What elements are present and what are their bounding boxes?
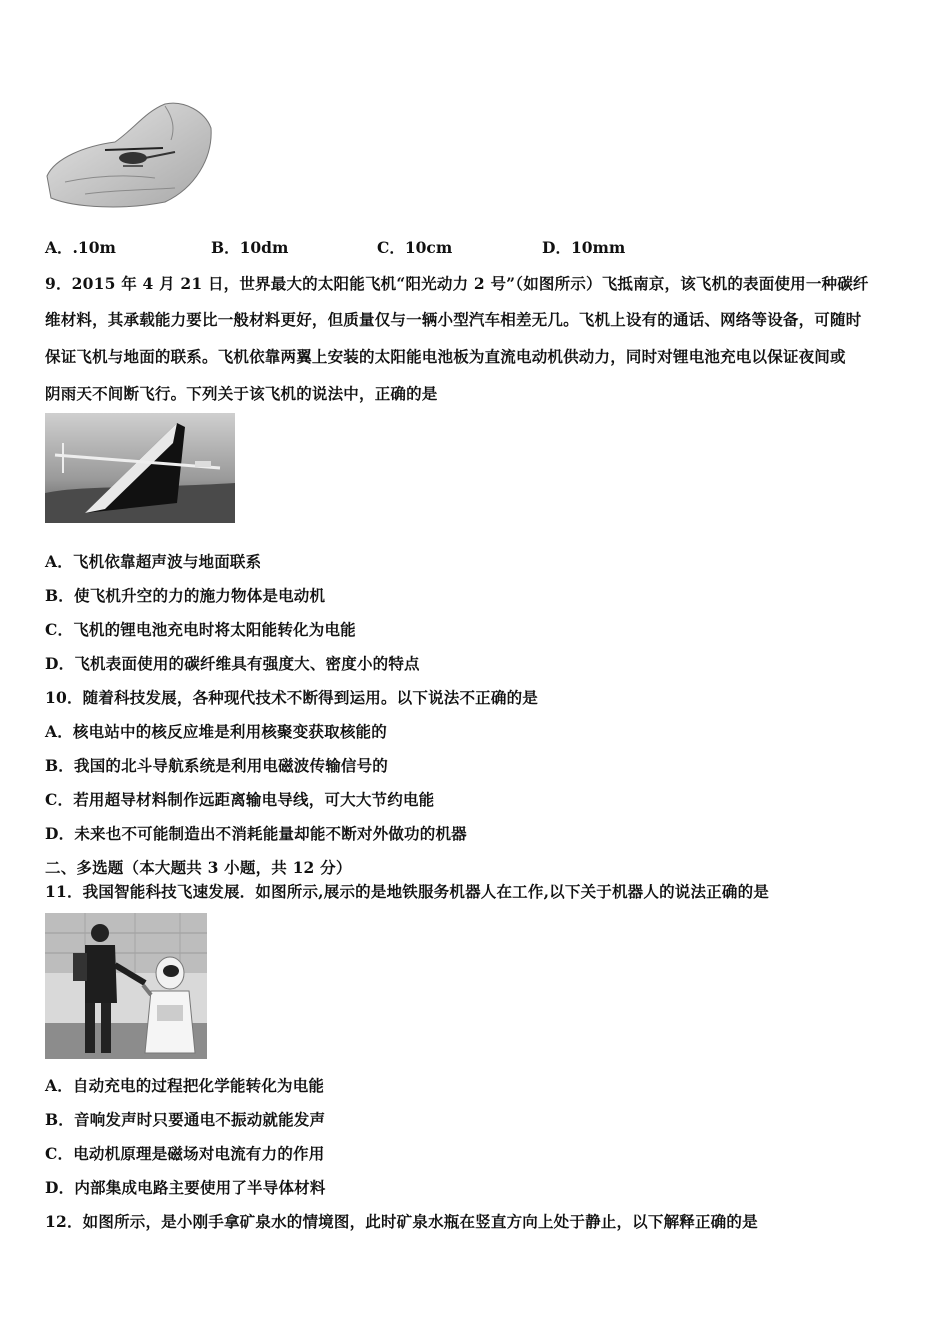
solar-plane-figure [45,413,235,523]
q10-option-d: D．未来也不可能制造出不消耗能量却能不断对外做功的机器 [45,824,467,843]
q11-option-c: C．电动机原理是磁场对电流有力的作用 [45,1144,325,1163]
q8-option-a: A．.10m [45,238,116,257]
q10-option-a: A．核电站中的核反应堆是利用核聚变获取核能的 [45,722,387,741]
q9-option-a: A．飞机依靠超声波与地面联系 [45,552,262,571]
q11-option-b: B．音响发声时只要通电不振动就能发声 [45,1110,326,1129]
q9-option-b: B．使飞机升空的力的施力物体是电动机 [45,586,326,605]
q10-option-c: C．若用超导材料制作远距离输电导线，可大大节约电能 [45,790,435,809]
q9-stem-line-1: 9．2015 年 4 月 21 日，世界最大的太阳能飞机“阳光动力 2 号”（如图所示）飞抵南京，该飞机的表面使用一种碳纤 [45,274,869,293]
section-2-heading: 二、多选题（本大题共 3 小题，共 12 分） [45,858,352,877]
q10-stem: 10．随着科技发展，各种现代技术不断得到运用。以下说法不正确的是 [45,688,538,707]
q12-stem: 12．如图所示，是小刚手拿矿泉水的情境图，此时矿泉水瓶在竖直方向上处于静止，以下解释正确的是 [45,1212,758,1231]
q9-option-c: C．飞机的锂电池充电时将太阳能转化为电能 [45,620,356,639]
q10-option-b: B．我国的北斗导航系统是利用电磁波传输信号的 [45,756,389,775]
q9-option-d: D．飞机表面使用的碳纤维具有强度大、密度小的特点 [45,654,420,673]
q11-option-a: A．自动充电的过程把化学能转化为电能 [45,1076,325,1095]
hand-helicopter-figure [45,98,213,210]
q11-stem: 11．我国智能科技飞速发展．如图所示,展示的是地铁服务机器人在工作,以下关于机器人的说法正确的是 [45,882,769,901]
q9-stem-line-2: 维材料，其承载能力要比一般材料更好，但质量仅与一辆小型汽车相差无几。飞机上设有的通话、网络等设备，可随时 [45,310,862,329]
q11-option-d: D．内部集成电路主要使用了半导体材料 [45,1178,326,1197]
q8-option-b: B．10dm [211,238,289,257]
q8-option-c: C．10cm [377,238,453,257]
service-robot-figure [45,913,207,1059]
q9-stem-line-3: 保证飞机与地面的联系。飞机依靠两翼上安装的太阳能电池板为直流电动机供动力，同时对锂电池充电以保证夜间或 [45,347,846,366]
q9-stem-line-4: 阴雨天不间断飞行。下列关于该飞机的说法中，正确的是 [45,384,438,403]
q8-option-d: D．10mm [542,238,626,257]
